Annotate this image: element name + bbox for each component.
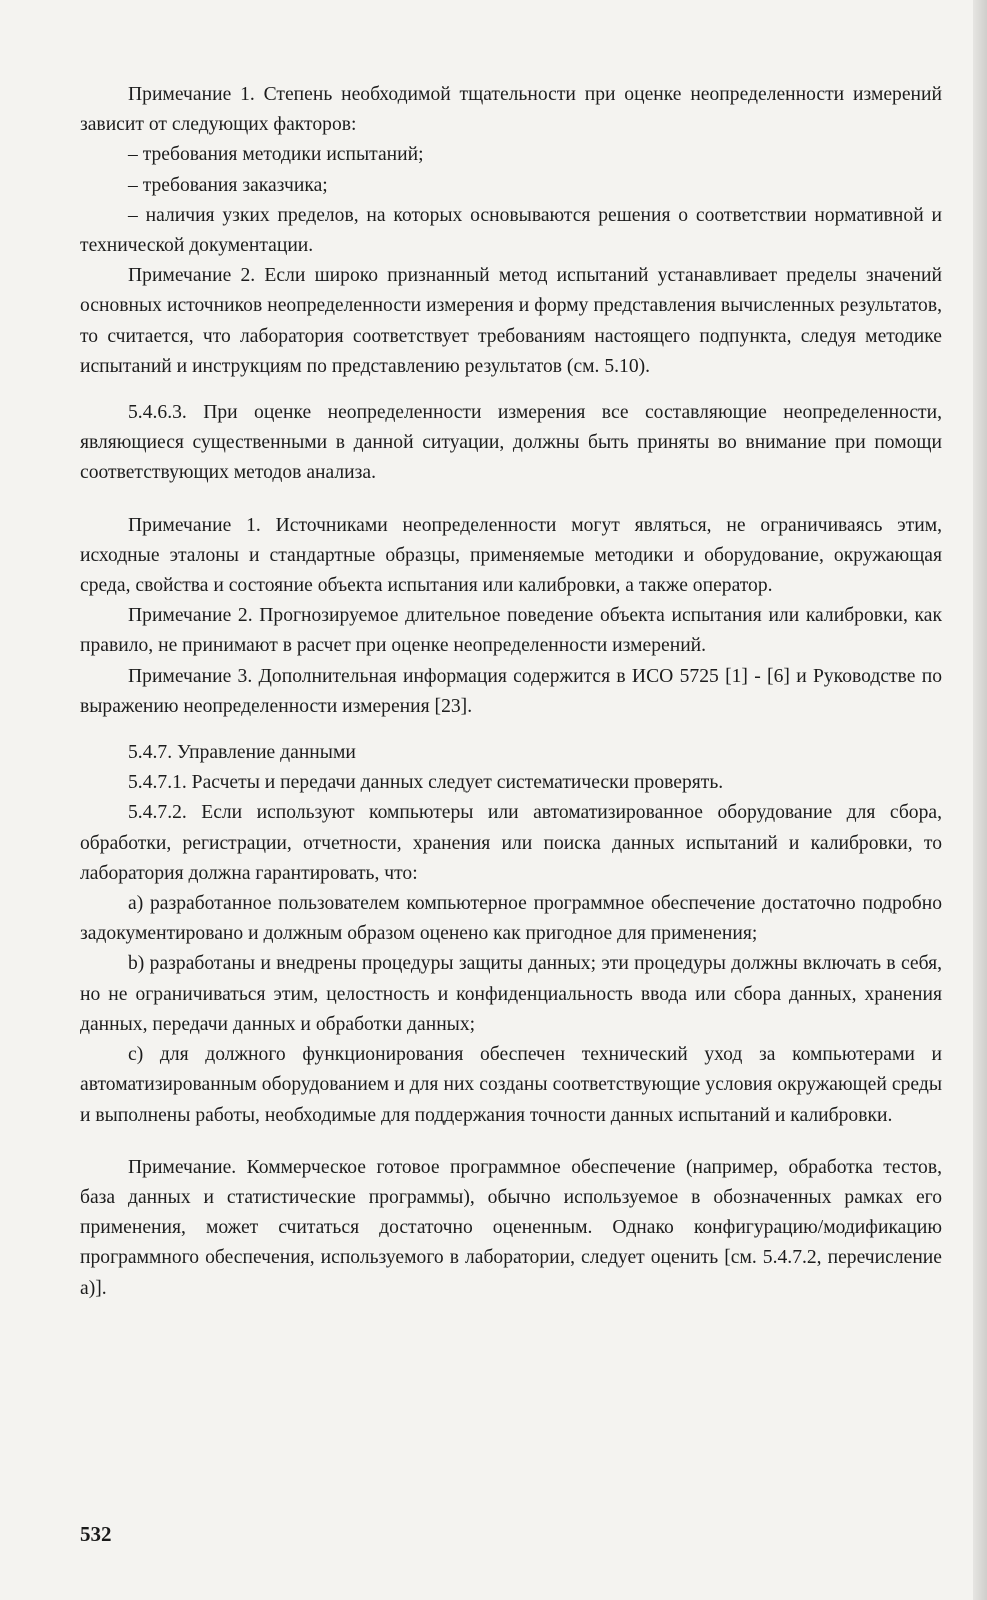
list-item-a: а) разработанное пользователем компьютерное программное обеспечение достаточно подробно задокументировано и должным образом оценено как пригодное для применения; [80,893,942,945]
note-1-sources-paragraph: Примечание 1. Источниками неопределенности могут являться, не ограничиваясь этим, исходные эталоны и стандартные образцы, применяемые методики и оборудование, окружающая среда, свойства и состояние объекта испытания или калибровки, а также оператор. [80,514,942,597]
note-software-paragraph: Примечание. Коммерческое готовое программное обеспечение (например, обработка тестов, база данных и статистические программы), обычно используемое в обозначенных рамках его применения, может считаться достаточно оцененным. Однако конфигурацию/модификацию программного обеспечения, используемого в лаборатории, следует оценить [см. 5.4.7.2, перечисление а)]. [80,1156,942,1299]
section-5-4-6-3-paragraph: 5.4.6.3. При оценке неопределенности измерения все составляющие неопределенности, являющиеся существенными в данной ситуации, должны быть приняты во внимание при помощи соответствующих методов анализа. [80,402,942,484]
note-2-paragraph: Примечание 2. Если широко признанный метод испытаний устанавливает пределы значений основных источников неопределенности измерения и форму представления вычисленных результатов, то считается, что лаборатория соответствует требованиям настоящего подпункта, следуя методике испытаний и инструкциям по представлению результатов (см. 5.10). [80,265,942,377]
page-text [80,80,942,1304]
list-item-b: b) разработаны и внедрены процедуры защиты данных; эти процедуры должны включать в себя, но не ограничиваться этим, целостность и конфиденциальность ввода или сбора данных, хранения данных, передачи данных и обработки данных; [80,953,942,1035]
page-number: 532 [80,1522,112,1546]
list-item-limits: – наличия узких пределов, на которых основываются решения о соответствии нормативной и технической документации. [80,204,942,257]
list-item-customer: – требования заказчика; [128,174,328,196]
section-5-4-7-heading: 5.4.7. Управление данными [128,742,356,764]
list-item-method: – требования методики испытаний; [128,144,424,166]
section-5-4-7-1-paragraph: 5.4.7.1. Расчеты и передачи данных следует систематически проверять. [128,772,724,794]
note-3-references-paragraph: Примечание 3. Дополнительная информация содержится в ИСО 5725 [1] - [6] и Руководстве по выражению неопределенности измерения [23]. [80,665,942,717]
page-edge-shadow [973,0,987,1600]
note-2-behaviour-paragraph: Примечание 2. Прогнозируемое длительное поведение объекта испытания или калибровки, как правило, не принимают в расчет при оценке неопределенности измерений. [80,605,942,657]
note-1-paragraph: Примечание 1. Степень необходимой тщательности при оценке неопределенности измерений зависит от следующих факторов: [80,84,942,136]
section-5-4-7-2-paragraph: 5.4.7.2. Если используют компьютеры или автоматизированное оборудование для сбора, обработки, регистрации, отчетности, хранения или поиска данных испытаний и калибровки, то лаборатория должна гарантировать, что: [80,802,942,884]
list-item-c: с) для должного функционирования обеспечен технический уход за компьютерами и автоматизированным оборудованием и для них созданы соответствующие условия окружающей среды и выполнены работы, необходимые для поддержания точности данных испытаний и калибровки. [80,1044,942,1126]
